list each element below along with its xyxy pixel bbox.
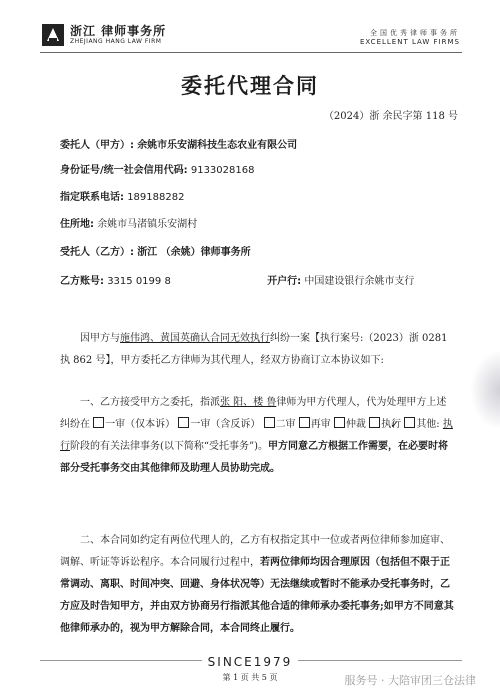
- agent-row: [60, 243, 251, 258]
- checkbox-second-instance[interactable]: [264, 417, 275, 428]
- id-label: 身份证号/统一社会信用代码:: [60, 165, 188, 176]
- seal-stamp-edge: [470, 350, 500, 430]
- checkbox-first-instance-counter[interactable]: [178, 417, 189, 428]
- assigned-lawyers: 张 阳、楼 鲁: [220, 397, 277, 408]
- id-row: [60, 161, 254, 176]
- scope-tail: 阶段的有关法律事务(以下简称“受托事务”)。: [70, 441, 269, 452]
- checkbox-first-instance[interactable]: [93, 417, 104, 428]
- client-value: 余姚市乐安湖科技生态农业有限公司: [137, 140, 298, 151]
- document-number: （2024）浙 余民字第 118 号: [323, 111, 458, 122]
- contact-value: 189188282: [127, 192, 185, 203]
- law-firm-logo: [42, 24, 64, 46]
- watermark-text: 服务号 · 大陪审团三仓法律: [344, 674, 476, 687]
- case-paragraph: [60, 328, 456, 372]
- address-label: 住所地:: [60, 219, 94, 230]
- bank-value: 中国建设银行余姚市支行: [304, 276, 415, 287]
- opt-retrial: 再审: [310, 419, 331, 430]
- lawyer-assignment-paragraph: [60, 530, 456, 640]
- assignment-text-b: 若两位律师均因合理原因（包括但不限于正常调动、离职、时间冲突、回避、身体状况等）无法继续或暂时不能承办受托事务时，乙方应及时告知甲方，并由双方协商另行指派其他合适的律师承办委托事务;如甲方不同意其他律师承办的，视为甲方解除合同，本合同终止履行。: [60, 557, 454, 634]
- scope-mid: 律师为甲方代理人，代为处理甲方上述纠纷在: [60, 397, 447, 430]
- checkbox-other[interactable]: [404, 417, 415, 428]
- opt-execution: 执行: [381, 419, 402, 430]
- client-row: [60, 136, 297, 151]
- opt-first-instance-counter: 一审（含反诉）: [190, 419, 261, 430]
- contact-row: [60, 188, 184, 203]
- contact-label: 指定联系电话:: [60, 192, 124, 203]
- assignment-text-a: 二、本合同如约定有两位代理人的，乙方有权指定其中一位或者两位律师参加庭审、调解、听证等诉讼程序。本合同履行过程中，: [60, 535, 450, 568]
- since-text: SINCE1979: [202, 655, 299, 669]
- checkbox-retrial[interactable]: [299, 417, 310, 428]
- opt-second-instance: 二审: [275, 419, 296, 430]
- case-prefix: 因甲方与: [80, 333, 120, 344]
- id-value: 9133028168: [190, 165, 255, 176]
- opt-arbitration: 仲裁: [345, 419, 366, 430]
- scope-bold-tail: 甲方同意乙方根据工作需要，在必要时将部分受托事务交由其他律师及助理人员协助完成。: [60, 441, 449, 474]
- address-row: [60, 215, 197, 230]
- header-divider: [40, 52, 462, 53]
- account-value: 3315 0199 8: [107, 276, 171, 287]
- document-title: 委托代理合同: [181, 74, 319, 98]
- since-mark: [0, 655, 500, 669]
- firm-name-en: ZHEJIANG HANG LAW FIRM: [70, 38, 162, 45]
- opt-first-instance: 一审（仅本诉）: [105, 419, 176, 430]
- bank-label: 开户行:: [267, 276, 302, 287]
- account-row: [60, 272, 414, 287]
- address-value: 余姚市马渚镇乐安湖村: [97, 219, 198, 230]
- account-label: 乙方账号:: [60, 276, 104, 287]
- case-parties: 施伟鸿、黄国英确认合同无效执行: [120, 333, 270, 344]
- scope-intro: 一、乙方接受甲方之委托，指派: [80, 397, 220, 408]
- agent-value: 浙江 （余姚）律师事务所: [137, 247, 251, 258]
- scope-paragraph: [60, 392, 456, 480]
- honor-title-en: EXCELLENT LAW FIRMS: [359, 38, 460, 46]
- client-label: 委托人（甲方）:: [60, 140, 134, 151]
- agent-label: 受托人（乙方）:: [60, 247, 134, 258]
- firm-name-cn: 浙江 律师事务所: [70, 24, 167, 38]
- stage-value: 执行: [60, 419, 453, 452]
- checkbox-execution-checked[interactable]: [369, 417, 380, 428]
- checkbox-arbitration[interactable]: [334, 417, 345, 428]
- opt-other: 其他:: [416, 419, 440, 430]
- case-details: 纠纷一案【执行案号:（2023）浙 0281 执 862 号】，甲方委托乙方律师为其代理人，经双方协商订立本协议如下:: [60, 333, 448, 366]
- honor-title-cn: 全国优秀律师事务所: [370, 29, 460, 37]
- page-number: 第 1 页 共 5 页: [222, 673, 278, 682]
